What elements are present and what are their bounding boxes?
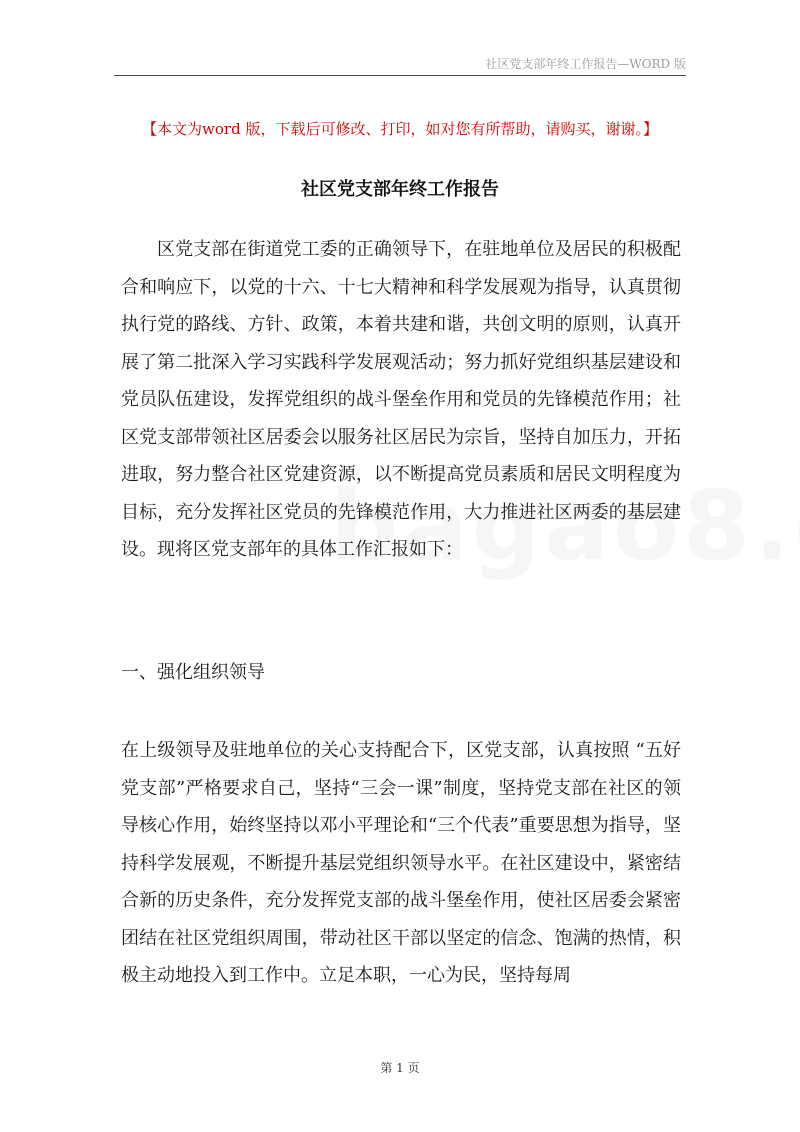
section-heading-1: 一、强化组织领导 [121,662,265,683]
paragraph-section-1: 在上级领导及驻地单位的关心支持配合下，区党支部，认真按照 “五好党支部”严格要求自己，坚持“三会一课”制度，坚持党支部在社区的领导核心作用，始终坚持以邓小平理论和“三个代表”重要思想为指导，坚持科学发展观，不断提升基层党组织领导水平。在社区建设中，紧密结合新的历史条件，充分发挥党支部的战斗堡垒作用，使社区居委会紧密团结在社区党组织周围，带动社区干部以坚定的信念、饱满的热情，积极主动地投入到工作中。立足本职，一心为民，坚持每周 [121,740,681,986]
page-number: 第 1 页 [380,1061,420,1075]
download-notice: 【本文为word 版，下载后可修改、打印，如对您有所帮助，请购买，谢谢。】 [142,120,658,138]
document-title: 社区党支部年终工作报告 [301,179,499,200]
paragraph-intro: 区党支部在街道党工委的正确领导下，在驻地单位及居民的积极配合和响应下，以党的十六、十七大精神和科学发展观为指导，认真贯彻执行党的路线、方针、政策，本着共建和谐，共创文明的原则，认真开展了第二批深入学习实践科学发展观活动；努力抓好党组织基层建设和党员队伍建设，发挥党组织的战斗堡垒作用和党员的先锋模范作用；社区党支部带领社区居委会以服务社区居民为宗旨，坚持自加压力，开拓进取，努力整合社区党建资源，以不断提高党员素质和居民文明程度为目标，充分发挥社区党员的先锋模范作用，大力推进社区两委的基层建设。现将区党支部年的具体工作汇报如下： [121,239,681,560]
header-divider [114,75,686,76]
running-header: 社区党支部年终工作报告—WORD 版 [485,57,686,71]
